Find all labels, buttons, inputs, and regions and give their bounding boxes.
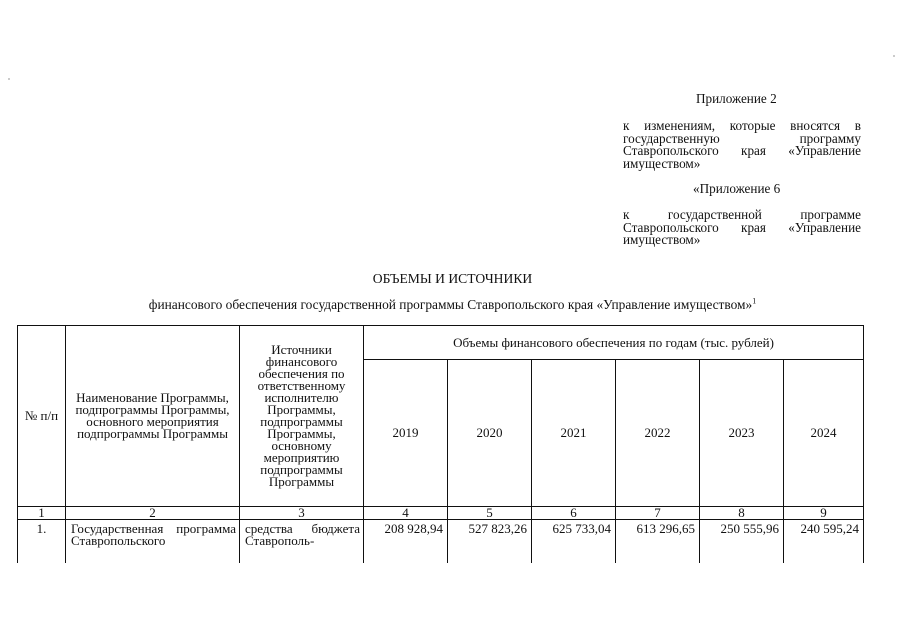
row-amount: 625 733,04 xyxy=(532,520,616,564)
row-amount: 208 928,94 xyxy=(364,520,448,564)
column-number: 8 xyxy=(700,507,784,520)
column-number: 7 xyxy=(616,507,700,520)
header-years-group: Объемы финансового обеспечения по годам (тыс. рублей) xyxy=(364,326,864,360)
column-number: 5 xyxy=(448,507,532,520)
row-amount: 527 823,26 xyxy=(448,520,532,564)
column-number: 1 xyxy=(18,507,66,520)
header-no: № п/п xyxy=(18,326,66,507)
footnote-marker: 1 xyxy=(752,296,757,306)
header-year: 2021 xyxy=(532,360,616,507)
appendix-2-caption: к изменениям, которые вносятся в государственную программу Ставропольского края «Управление имуществом» xyxy=(623,118,861,171)
row-no: 1. xyxy=(18,520,66,564)
header-year: 2024 xyxy=(784,360,864,507)
appendix-6-label: «Приложение 6 xyxy=(693,181,781,196)
scan-artifact xyxy=(893,55,895,57)
header-year: 2022 xyxy=(616,360,700,507)
header-source: Источники финансового обеспечения по ответственному исполнителю Программы, подпрограммы Программы, основному мероприятию подпрограммы Программы xyxy=(240,326,364,507)
document-subtitle xyxy=(0,297,905,313)
header-year: 2019 xyxy=(364,360,448,507)
column-number: 6 xyxy=(532,507,616,520)
column-number-row xyxy=(18,507,864,520)
row-source: средства бюджета Ставрополь- xyxy=(240,520,364,564)
column-number: 2 xyxy=(66,507,240,520)
header-year: 2020 xyxy=(448,360,532,507)
row-amount: 250 555,96 xyxy=(700,520,784,564)
appendix-2-label: Приложение 2 xyxy=(696,91,777,106)
row-amount: 613 296,65 xyxy=(616,520,700,564)
header-name: Наименование Программы, подпрограммы Программы, основного мероприятия подпрограммы Программы xyxy=(66,326,240,507)
column-number: 4 xyxy=(364,507,448,520)
column-number: 9 xyxy=(784,507,864,520)
row-name: Государственная программа Ставропольского xyxy=(66,520,240,564)
row-amount: 240 595,24 xyxy=(784,520,864,564)
appendix-6-caption: к государственной программе Ставропольского края «Управление имуществом» xyxy=(623,207,861,248)
document-subtitle-text: финансового обеспечения государственной программы Ставропольского края «Управление имуществом» xyxy=(148,297,753,312)
header-year: 2023 xyxy=(700,360,784,507)
document-title: ОБЪЕМЫ И ИСТОЧНИКИ xyxy=(372,271,533,286)
column-number: 3 xyxy=(240,507,364,520)
scan-artifact xyxy=(8,78,10,80)
financing-table xyxy=(17,325,864,563)
table-row xyxy=(18,520,864,564)
